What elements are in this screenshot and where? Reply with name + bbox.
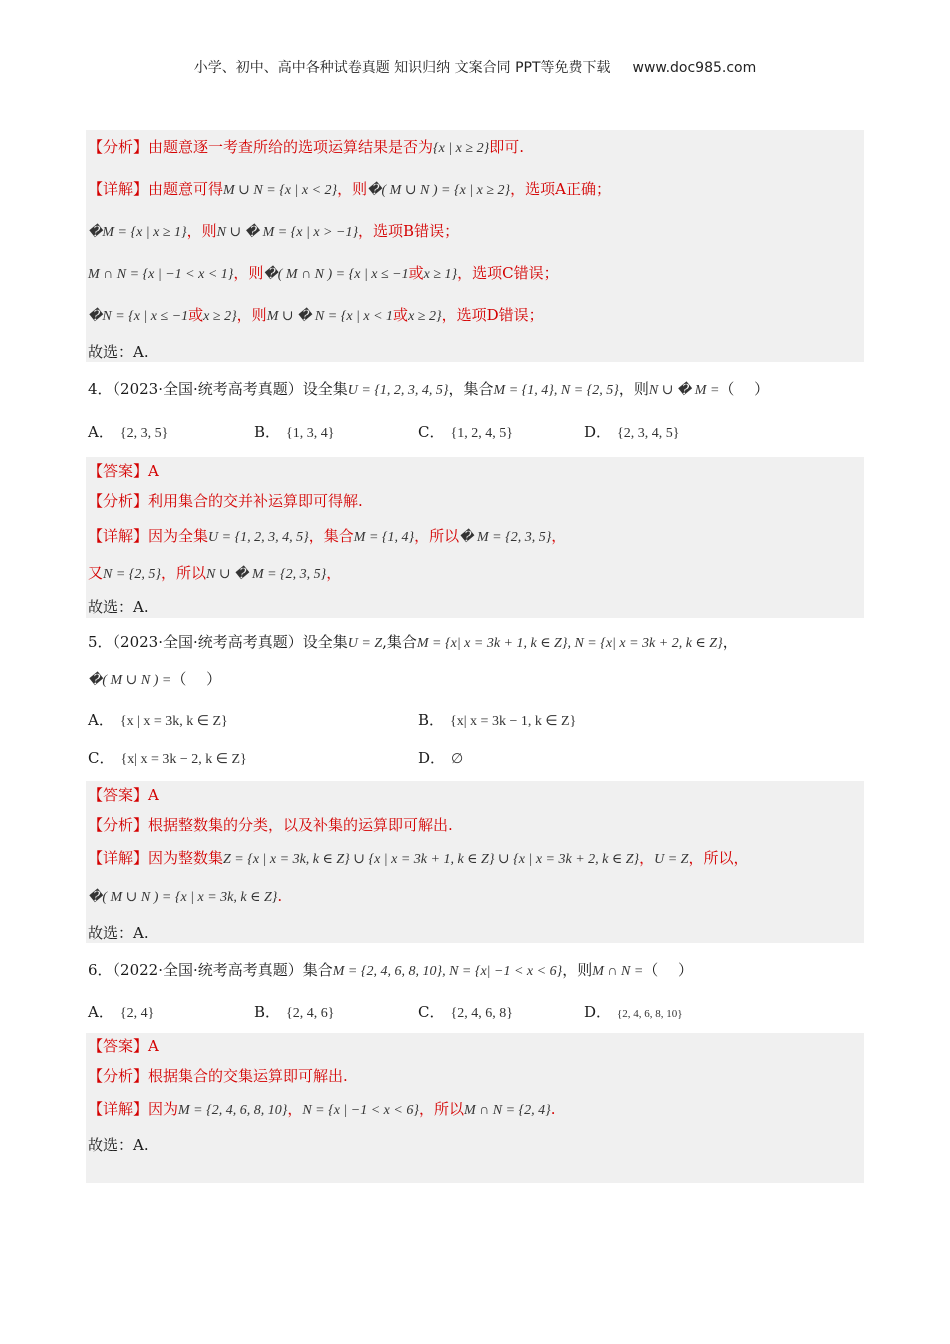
q6-analysis: 【分析】根据集合的交集运算即可解出. [88,1067,348,1085]
q5-analysis: 【分析】根据整数集的分类，以及补集的运算即可解出. [88,816,453,834]
q5-detail-1: 【详解】因为整数集Z = {x | x = 3k, k ∈ Z} ∪ {x | x = 3k + 1, k ∈ Z} ∪ {x | x = 3k + 2, k ∈ Z}，U = Z，所以， [88,849,749,867]
q6-option-a: A． {2, 4} [88,1003,155,1021]
detail-line-3: M ∩ N = {x | −1 < x < 1}，则�( M ∩ N ) = {x | x ≤ −1或x ≥ 1}，选项C错误； [88,264,559,282]
q5-answer: 【答案】A [88,786,159,804]
question-5-stem: 5．（2023·全国·统考高考真题）设全集U = Z,集合M = {x| x = 3k + 1, k ∈ Z}, N = {x| x = 3k + 2, k ∈ Z}， [88,633,738,651]
q5-detail-2: �( M ∪ N ) = {x | x = 3k, k ∈ Z}. [88,887,283,905]
q4-detail-1: 【详解】因为全集U = {1, 2, 3, 4, 5}，集合M = {1, 4}，所以� M = {2, 3, 5}， [88,527,567,545]
q5-option-a: A． {x | x = 3k, k ∈ Z} [88,711,228,729]
q5-option-d: D． ∅ [418,749,464,767]
q4-option-c: C． {1, 2, 4, 5} [418,423,513,441]
question-4-stem: 4．（2023·全国·统考高考真题）设全集U = {1, 2, 3, 4, 5}，集合M = {1, 4}, N = {2, 5}，则N ∪ � M =（ ） [88,380,770,398]
page-header [0,57,950,77]
question-5-stem-2: �( M ∪ N ) =（ ） [88,670,222,688]
q6-answer: 【答案】A [88,1037,159,1055]
q6-option-b: B． {2, 4, 6} [254,1003,335,1021]
question-6-stem: 6．（2022·全国·统考高考真题）集合M = {2, 4, 6, 8, 10}, N = {x| −1 < x < 6}，则M ∩ N =（ ） [88,961,694,979]
q4-analysis: 【分析】利用集合的交并补运算即可得解. [88,492,363,510]
detail-line-2: �M = {x | x ≥ 1}，则N ∪ � M = {x | x > −1}，选项B错误； [88,222,460,240]
q4-answer: 【答案】A [88,462,159,480]
q6-detail-1: 【详解】因为M = {2, 4, 6, 8, 10}，N = {x | −1 < x < 6}，所以M ∩ N = {2, 4}. [88,1100,556,1118]
q5-option-b: B． {x| x = 3k − 1, k ∈ Z} [418,711,577,729]
q6-choice: 故选：A. [88,1136,149,1154]
q4-option-a: A． {2, 3, 5} [88,423,169,441]
q4-choice: 故选：A. [88,598,149,616]
choice-line: 故选：A. [88,343,149,361]
q4-option-d: D． {2, 3, 4, 5} [584,423,680,441]
q4-detail-2: 又N = {2, 5}，所以N ∪ � M = {2, 3, 5}， [88,564,342,582]
detail-line-4: �N = {x | x ≤ −1或x ≥ 2}，则M ∪ � N = {x | x < 1或x ≥ 2}，选项D错误； [88,306,544,324]
header-url[interactable]: www.doc985.com [632,60,757,76]
q5-choice: 故选：A. [88,924,149,942]
header-text: 小学、初中、高中各种试卷真题 知识归纳 文案合同 PPT等免费下载 [193,60,611,76]
q6-option-c: C． {2, 4, 6, 8} [418,1003,513,1021]
detail-line-1: 【详解】由题意可得M ∪ N = {x | x < 2}，则�( M ∪ N ) = {x | x ≥ 2}，选项A正确； [88,180,611,198]
q5-option-c: C． {x| x = 3k − 2, k ∈ Z} [88,749,247,767]
q4-option-b: B． {1, 3, 4} [254,423,335,441]
q6-option-d: D． {2, 4, 6, 8, 10} [584,1003,683,1021]
analysis-line: 【分析】由题意逐一考查所给的选项运算结果是否为{x | x ≥ 2}即可. [88,138,524,156]
